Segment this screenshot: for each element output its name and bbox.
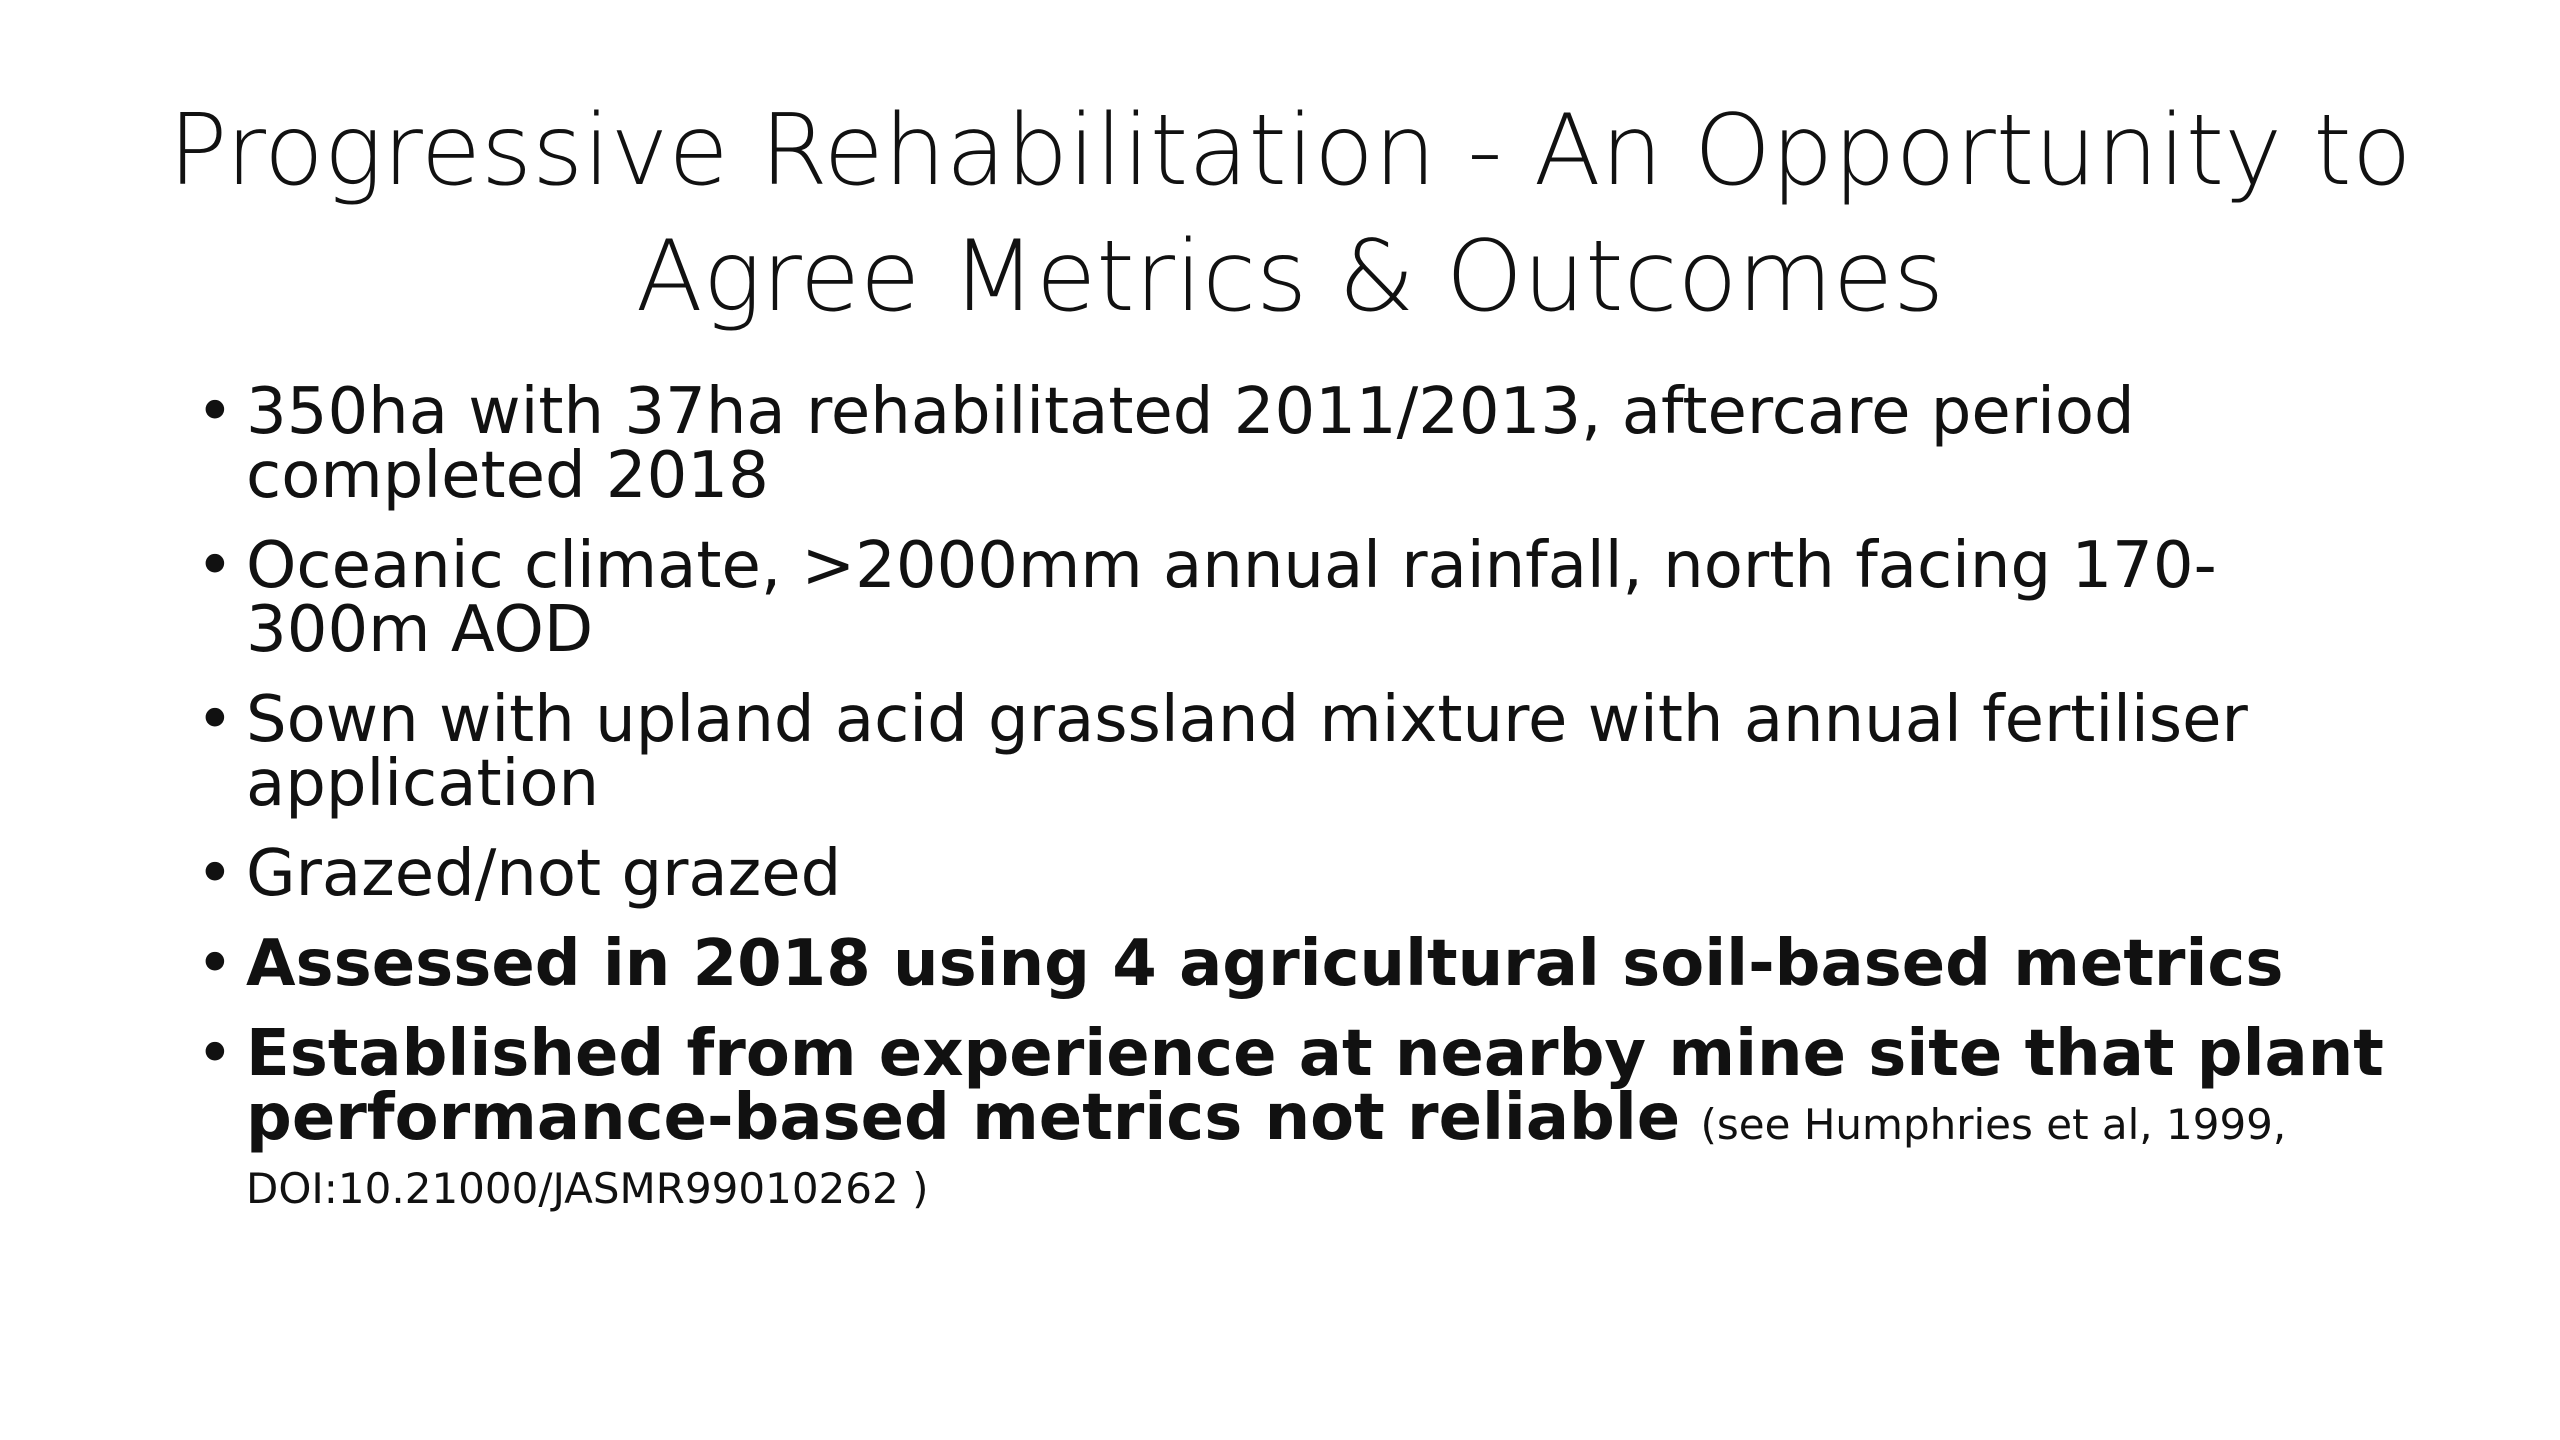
bullet-text: Oceanic climate, >2000mm annual rainfall, north facing 170-300m AOD xyxy=(246,529,2217,667)
bullet-dot-icon: • xyxy=(196,529,234,603)
citation-note: (see Humphries et al, 1999, DOI:10.21000/JASMR99010262 ) xyxy=(246,1100,2287,1213)
bullet-item xyxy=(196,1017,2396,1214)
bullet-dot-icon: • xyxy=(196,375,234,449)
bullet-dot-icon: • xyxy=(196,1017,234,1091)
bullet-item xyxy=(196,927,2396,1001)
bullet-text: Sown with upland acid grassland mixture with annual fertiliser application xyxy=(246,683,2248,821)
bullet-dot-icon: • xyxy=(196,927,234,1001)
bullet-text: Assessed in 2018 using 4 agricultural soil-based metrics xyxy=(246,927,2284,1001)
bullet-item xyxy=(196,837,2396,911)
slide-title-line-1: Progressive Rehabilitation - An Opportunity to xyxy=(168,94,2412,208)
bullet-text: Established from experience at nearby mine site that plant performance-based metrics not reliable xyxy=(246,1017,2384,1155)
slide-title xyxy=(160,88,2420,340)
bullet-list xyxy=(196,375,2396,1240)
bullet-text: 350ha with 37ha rehabilitated 2011/2013, aftercare period completed 2018 xyxy=(246,375,2135,513)
bullet-text: Grazed/not grazed xyxy=(246,837,842,911)
bullet-dot-icon: • xyxy=(196,837,234,911)
bullet-dot-icon: • xyxy=(196,683,234,757)
bullet-item xyxy=(196,375,2396,513)
bullet-item xyxy=(196,529,2396,667)
bullet-item xyxy=(196,683,2396,821)
slide-title-line-2: Agree Metrics & Outcomes xyxy=(635,220,1945,334)
